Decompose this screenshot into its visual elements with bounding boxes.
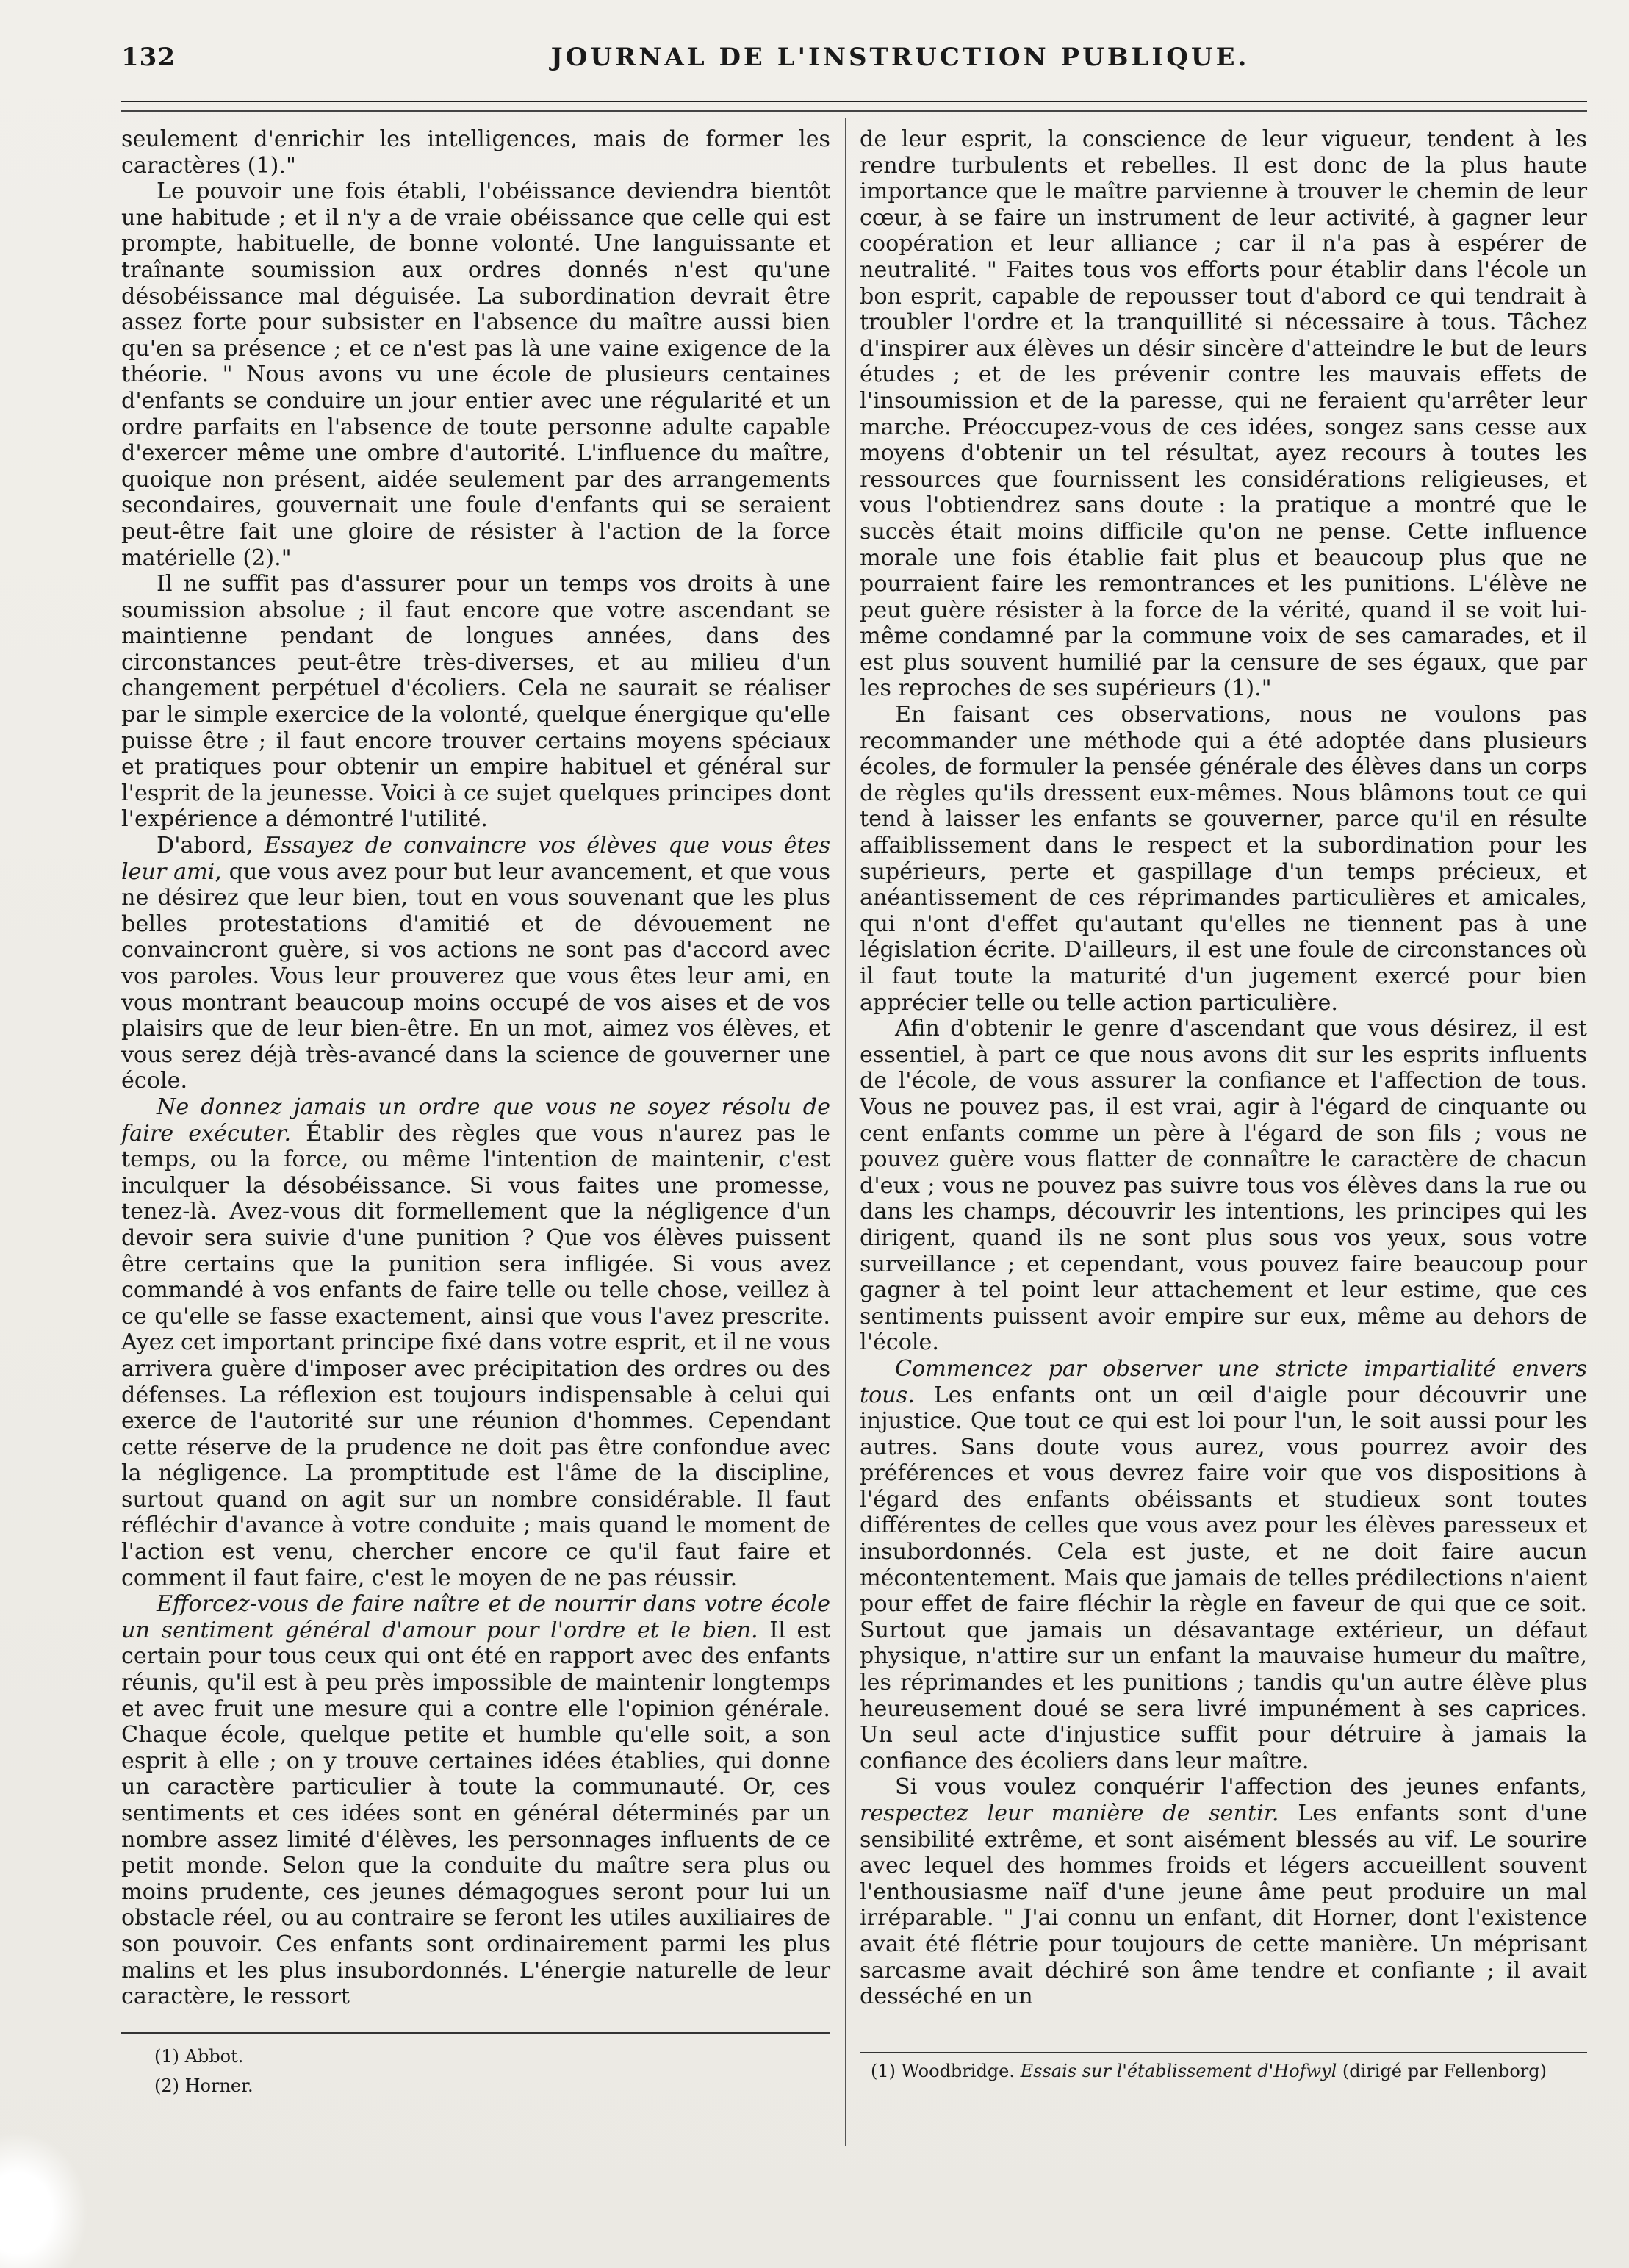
emphasis: Ne donnez jamais un ordre que vous ne soyez résolu de faire exécuter. bbox=[121, 1094, 830, 1146]
paragraph bbox=[860, 1356, 1587, 1775]
running-title: JOURNAL DE L'INSTRUCTION PUBLIQUE. bbox=[550, 43, 1250, 72]
right-column bbox=[860, 126, 1587, 2010]
column-divider bbox=[845, 118, 846, 2146]
paragraph-text: , que vous avez pour but leur avancement, et que vous ne désirez que leur bien, tout en vous souvenant que les plus belles protestations d'amitié et de dévouement ne convaincront guère, si vos actions ne sont pas d'accord avec vos paroles. Vous leur prouverez que vous êtes leur ami, en vous montrant beaucoup moins occupé de vos aises et de vos plaisirs que de leur bien-être. En un mot, aimez vos élèves, et vous serez déjà très-avancé dans la science de gouverner une école. bbox=[121, 858, 830, 1094]
footnote-title: Essais sur l'établissement d'Hofwyl bbox=[1020, 2061, 1337, 2081]
paragraph-lead: Si vous voulez conquérir l'affection des jeunes enfants, bbox=[895, 1774, 1587, 1801]
footnote-tail: (dirigé par Fellenborg) bbox=[1337, 2061, 1547, 2081]
paragraph bbox=[121, 833, 830, 1094]
paragraph bbox=[860, 702, 1587, 1016]
left-column bbox=[121, 126, 830, 2010]
paragraph bbox=[121, 1591, 830, 2010]
emphasis: respectez leur manière de sentir. bbox=[860, 1801, 1279, 1826]
paragraph-text: Les enfants ont un œil d'aigle pour découvrir une injustice. Que tout ce qui est loi pour l'un, le soit aussi pour les autres. Sans doute vous aurez, vous pourrez avoir des préférences et vous devrez faire voir que vos dispositions à l'égard des enfants obéissants et studieux sont toutes différentes de celles que vous avez pour les élèves paresseux et insubordonnés. Cela est juste, et ne doit faire aucun mécontentement. Mais que jamais de telles prédilections n'aient pour effet de faire fléchir la règle en faveur de qui que ce soit. Surtout que jamais un désavantage extérieur, un défaut physique, n'attire sur un enfant la mauvaise humeur du maître, les réprimandes et les punitions ; tandis qu'un autre élève plus heureusement doué se sera livré impunément à ses caprices. Un seul acte d'injustice suffit pour détruire à jamais la confiance des écoliers dans leur maître. bbox=[860, 1382, 1587, 1774]
paragraph-text: En faisant ces observations, nous ne voulons pas recommander une méthode qui a été adoptée dans plusieurs écoles, de formuler la pensée générale des élèves dans un corps de règles qu'ils dressent eux-mêmes. Nous blâmons tout ce qui tend à laisser les enfants se gouverner, parce qu'il en résulte affaiblissement dans le respect et la subordination pour les supérieurs, perte et gaspillage d'un temps précieux, et anéantissement de ces réprimandes particulières et amicales, qui n'ont d'effet qu'autant qu'elles ne tiennent pas à une législation écrite. D'ailleurs, il est une foule de circonstances où il faut toute la maturité d'un jugement exercé pour bien apprécier telle ou telle action particulière. bbox=[860, 702, 1587, 1016]
header-rule bbox=[121, 101, 1587, 104]
footnote-rule-left bbox=[121, 2032, 830, 2034]
paragraph bbox=[121, 126, 830, 179]
footnotes-left bbox=[154, 2042, 253, 2100]
paragraph-text: Les enfants sont d'une sensibilité extrême, et sont aisément blessés au vif. Le sourire avec lequel des hommes froids et légers accueillent souvent l'enthousiasme naïf d'une jeune âme peut produire un mal irréparable. " J'ai connu un enfant, dit Horner, dont l'existence avait été flétrie pour toujours de cette manière. Un méprisant sarcasme avait déchiré son âme tendre et confiante ; il avait desséché en un bbox=[860, 1801, 1587, 2010]
paragraph bbox=[860, 126, 1587, 702]
paragraph bbox=[860, 1016, 1587, 1356]
paragraph bbox=[121, 1094, 830, 1591]
paragraph-text: Afin d'obtenir le genre d'ascendant que vous désirez, il est essentiel, à part ce que nous avons dit sur les esprits influents de l'école, de vous assurer la confiance et l'affection de tous. Vous ne pouvez pas, il est vrai, agir à l'égard de cinquante ou cent enfants comme un père à l'égard de son fils ; vous ne pouvez guère vous flatter de connaître le caractère de chacun d'eux ; vous ne pouvez pas suivre tous vos élèves dans la rue ou dans les champs, découvrir les intentions, les principes qui les dirigent, quand ils ne sont plus sous vos yeux, sous votre surveillance ; et cependant, vous pouvez faire beaucoup pour gagner à tel point leur attachement et leur estime, que ces sentiments puissent avoir empire sur eux, même au dehors de l'école. bbox=[860, 1016, 1587, 1356]
footnotes-right bbox=[871, 2060, 1587, 2082]
emphasis: Essayez de convaincre vos élèves que vous êtes leur ami bbox=[121, 833, 830, 885]
paragraph-text: seulement d'enrichir les intelligences, mais de former les caractères (1)." bbox=[121, 126, 830, 179]
paper-damage bbox=[0, 2131, 88, 2268]
paragraph bbox=[121, 571, 830, 833]
paragraph-text: Il est certain pour tous ceux qui ont été en rapport avec des enfants réunis, qu'il est à peu près impossible de maintenir longtemps et avec fruit une mesure qui a contre elle l'opinion générale. Chaque école, quelque petite et humble qu'elle soit, a son esprit à elle ; on y trouve certaines idées établies, qui donne un caractère particulier à toute la communauté. Or, ces sentiments et ces idées sont en général déterminés par un nombre assez limité d'élèves, les personnages influents de ce petit monde. Selon que la conduite du maître sera plus ou moins prudente, ces jeunes démagogues seront pour lui un obstacle réel, ou au contraire se feront les utiles auxiliaires de son pouvoir. Ces enfants sont ordinairement parmi les plus malins et les plus insubordonnés. L'énergie naturelle de leur caractère, le ressort bbox=[121, 1617, 830, 2010]
emphasis: Commencez par observer une stricte impartialité envers tous. bbox=[860, 1355, 1587, 1408]
footnote bbox=[871, 2060, 1587, 2082]
emphasis: Efforcez-vous de faire naître et de nourrir dans votre école un sentiment général d'amour pour l'ordre et le bien. bbox=[121, 1591, 830, 1643]
footnote: (2) Horner. bbox=[154, 2075, 253, 2096]
footnote-lead: (1) Woodbridge. bbox=[871, 2061, 1021, 2081]
paragraph-text: de leur esprit, la conscience de leur vigueur, tendent à les rendre turbulents et rebelles. Il est donc de la plus haute importance que le maître parvienne à trouver le chemin de leur cœur, à se faire un instrument de leur activité, à gagner leur coopération et leur alliance ; car il n'a pas à espérer de neutralité. " Faites tous vos efforts pour établir dans l'école un bon esprit, capable de repousser tout d'abord ce qui tendrait à troubler l'ordre et la tranquillité si nécessaire à tous. Tâchez d'inspirer aux élèves un désir sincère d'atteindre le but de leurs études ; et de les prévenir contre les mauvais effets de l'insoumission et de la paresse, qui ne feraient qu'arrêter leur marche. Préoccupez-vous de ces idées, songez sans cesse aux moyens d'obtenir un tel résultat, ayez recours à toutes les ressources que fournissent les considérations religieuses, et vous l'obtiendrez sans doute : la pratique a montré que le succès était moins difficile qu'on ne pense. Cette influence morale une fois établie fait plus et beaucoup plus que ne pourraient faire les remontrances et les punitions. L'élève ne peut guère résister à la force de la vérité, quand il se voit lui-même condamné par la commune voix de ses camarades, et il est plus souvent humilié par la censure de ses égaux, que par les reproches de ses supérieurs (1)." bbox=[860, 126, 1587, 702]
header-rule-thin bbox=[121, 110, 1587, 112]
paragraph bbox=[121, 179, 830, 571]
footnote-rule-right bbox=[860, 2052, 1587, 2053]
page-number: 132 bbox=[121, 43, 176, 72]
paragraph-text: Le pouvoir une fois établi, l'obéissance deviendra bientôt une habitude ; et il n'y a de vraie obéissance que celle qui est prompte, habituelle, de bonne volonté. Une languissante et traînante soumission aux ordres donnés n'est qu'une désobéissance mal déguisée. La subordination devrait être assez forte pour subsister en l'absence du maître aussi bien qu'en sa présence ; et ce n'est pas là une vaine exigence de la théorie. " Nous avons vu une école de plusieurs centaines d'enfants se conduire un jour entier avec une régularité et un ordre parfaits en l'absence de toute personne adulte capable d'exercer même une ombre d'autorité. L'influence du maître, quoique non présent, aidée seulement par des arrangements secondaires, gouvernait une foule d'enfants qui se seraient peut-être fait une gloire de résister à l'action de la force matérielle (2)." bbox=[121, 179, 830, 571]
paragraph bbox=[860, 1774, 1587, 2009]
paragraph-lead: D'abord, bbox=[157, 833, 265, 859]
page-header bbox=[121, 43, 1587, 87]
footnote: (1) Abbot. bbox=[154, 2046, 244, 2067]
paragraph-text: Établir des règles que vous n'aurez pas le temps, ou la force, ou même l'intention de maintenir, c'est inculquer la désobéissance. Si vous faites une promesse, tenez-là. Avez-vous dit formellement que la négligence d'un devoir sera suivie d'une punition ? Que vos élèves puissent être certains que la punition sera infligée. Si vous avez commandé à vos enfants de faire telle ou telle chose, veillez à ce qu'elle se fasse exactement, ainsi que vous l'avez prescrite. Ayez cet important principe fixé dans votre esprit, et il ne vous arrivera guère d'imposer avec précipitation des ordres ou des défenses. La réflexion est toujours indispensable à celui qui exerce de l'autorité sur une réunion d'hommes. Cependant cette réserve de la prudence ne doit pas être confondue avec la négligence. La promptitude est l'âme de la discipline, surtout quand on agit sur un nombre considérable. Il faut réfléchir d'avance à votre conduite ; mais quand le moment de l'action est venu, chercher encore ce qu'il faut faire et comment il faut faire, c'est le moyen de ne pas réussir. bbox=[121, 1120, 830, 1591]
paragraph-text: Il ne suffit pas d'assurer pour un temps vos droits à une soumission absolue ; il faut encore que votre ascendant se maintienne pendant de longues années, dans des circonstances peut-être très-diverses, et au milieu d'un changement perpétuel d'écoliers. Cela ne saurait se réaliser par le simple exercice de la volonté, quelque énergique qu'elle puisse être ; il faut encore trouver certains moyens spéciaux et pratiques pour obtenir un empire habituel et général sur l'esprit de la jeunesse. Voici à ce sujet quelques principes dont l'expérience a démontré l'utilité. bbox=[121, 571, 830, 833]
